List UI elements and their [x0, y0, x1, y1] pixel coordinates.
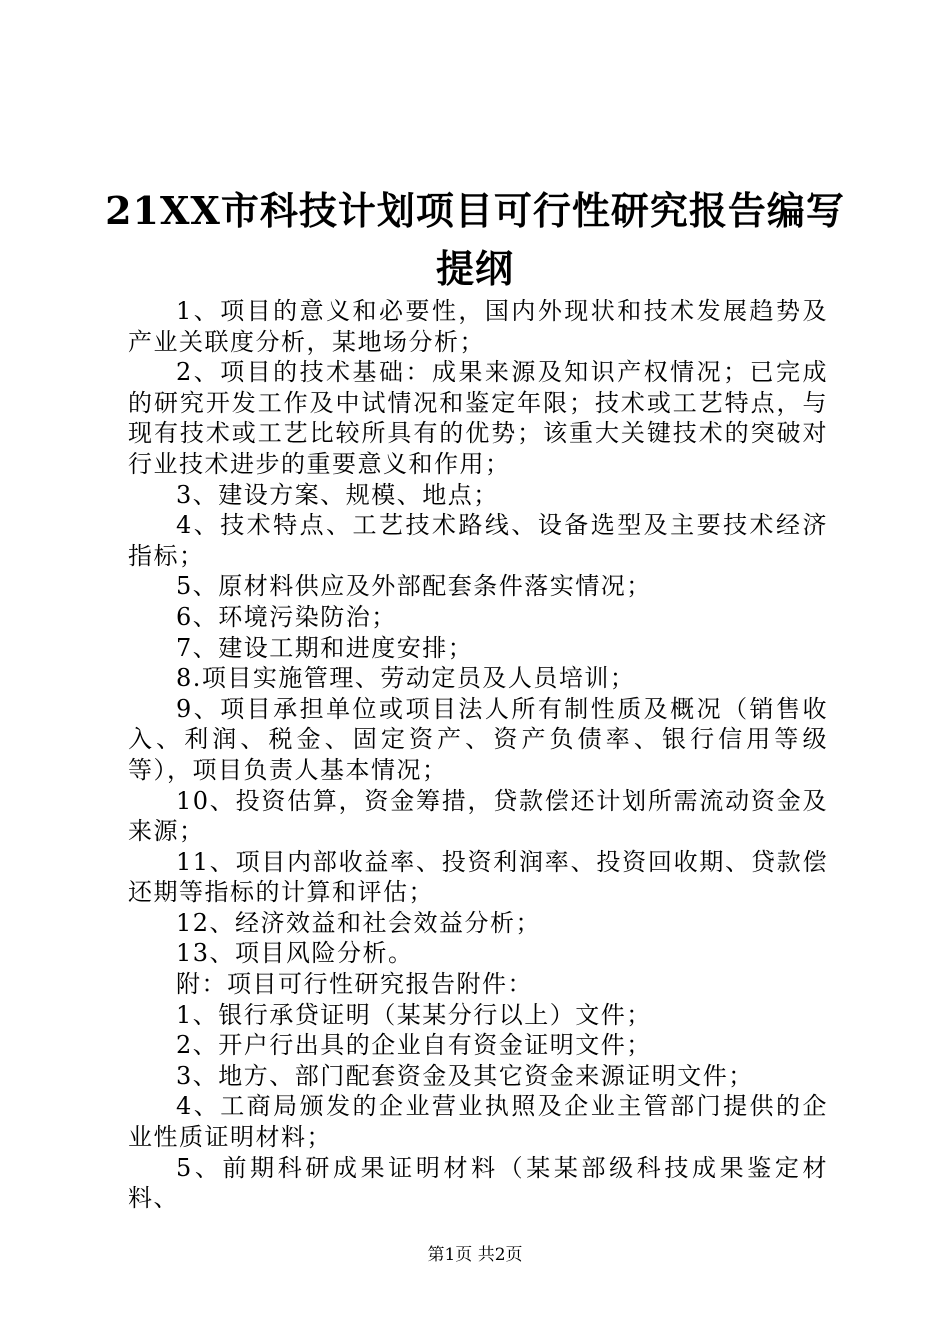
appendix-item-4: 4、工商局颁发的企业营业执照及企业主管部门提供的企业性质证明材料；: [128, 1092, 828, 1152]
paragraph-10: 10、投资估算，资金筹措，贷款偿还计划所需流动资金及来源；: [128, 786, 828, 846]
paragraph-4: 4、技术特点、工艺技术路线、设备选型及主要技术经济指标；: [128, 511, 828, 570]
appendix-item-3: 3、地方、部门配套资金及其它资金来源证明文件；: [176, 1061, 754, 1090]
page-number-footer: 第1页 共2页: [427, 1245, 523, 1265]
paragraph-1: 1、项目的意义和必要性，国内外现状和技术发展趋势及产业关联度分析，某地场分析；: [128, 297, 828, 356]
document-body: [128, 296, 828, 1214]
paragraph-6: 6、环境污染防治；: [176, 602, 397, 631]
appendix-item-5: 5、前期科研成果证明材料（某某部级科技成果鉴定材料、: [128, 1153, 828, 1213]
paragraph-2: 2、项目的技术基础：成果来源及知识产权情况；已完成的研究开发工作及中试情况和鉴定年限；技术或工艺特点，与现有技术或工艺比较所具有的优势；该重大关键技术的突破对行业技术进步的重要意义和作用；: [128, 358, 828, 478]
appendix-heading: 附：项目可行性研究报告附件：: [176, 970, 533, 999]
paragraph-13: 13、项目风险分析。: [176, 939, 414, 968]
document-title: 21XX市科技计划项目可行性研究报告编写提纲: [105, 188, 845, 291]
paragraph-3: 3、建设方案、规模、地点；: [176, 480, 499, 509]
paragraph-11: 11、项目内部收益率、投资利润率、投资回收期、贷款偿还期等指标的计算和评估；: [128, 847, 828, 907]
appendix-item-2: 2、开户行出具的企业自有资金证明文件；: [176, 1031, 652, 1060]
paragraph-9: 9、项目承担单位或项目法人所有制性质及概况（销售收入、利润、税金、固定资产、资产负债率、银行信用等级等），项目负责人基本情况；: [128, 694, 828, 784]
paragraph-5: 5、原材料供应及外部配套条件落实情况；: [176, 572, 652, 601]
paragraph-12: 12、经济效益和社会效益分析；: [176, 908, 542, 937]
appendix-item-1: 1、银行承贷证明（某某分行以上）文件；: [176, 1000, 652, 1029]
paragraph-7: 7、建设工期和进度安排；: [176, 633, 474, 662]
paragraph-8: 8.项目实施管理、劳动定员及人员培训；: [176, 664, 636, 693]
